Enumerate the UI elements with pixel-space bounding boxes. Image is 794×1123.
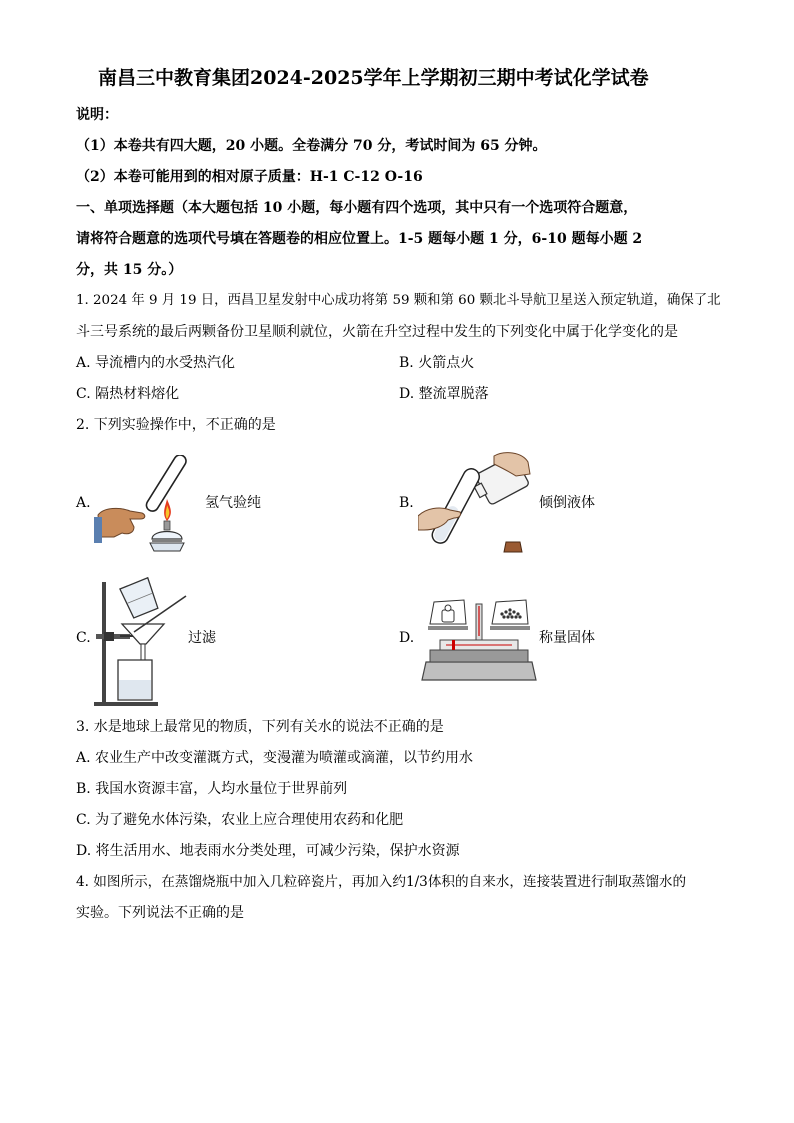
question-4-stem-line-1: 4. 如图所示，在蒸馏烧瓶中加入几粒碎瓷片，再加入约1/3体积的自来水，连接装置进行制取蒸馏水的 [76, 874, 687, 890]
section-heading-line-3: 分，共 15 分。） [76, 262, 183, 278]
question-1-option-c: C. 隔热材料熔化 [76, 386, 180, 402]
hydrogen-purity-test-illustration [94, 455, 198, 555]
question-1-option-b: B. 火箭点火 [399, 355, 475, 371]
question-3-option-b: B. 我国水资源丰富，人均水量位于世界前列 [76, 781, 348, 797]
section-heading-line-2: 请将符合题意的选项代号填在答题卷的相应位置上。1-5 题每小题 1 分，6-10 题每小题 2 [76, 231, 643, 247]
question-2-option-b-label: 倾倒液体 [539, 495, 595, 511]
filtration-illustration [90, 576, 190, 706]
question-2-stem: 2. 下列实验操作中，不正确的是 [76, 417, 276, 433]
question-2-option-b-letter: B. [399, 495, 414, 511]
question-2-option-d-label: 称量固体 [539, 630, 595, 646]
question-4-stem-line-2: 实验。下列说法不正确的是 [76, 905, 244, 921]
question-1-stem-line-1: 1. 2024 年 9 月 19 日，西昌卫星发射中心成功将第 59 颗和第 60 颗北斗导航卫星送入预定轨道，确保了北 [76, 293, 721, 308]
question-1-option-d: D. 整流罩脱落 [399, 386, 489, 402]
notes-line-1: （1）本卷共有四大题，20 小题。全卷满分 70 分，考试时间为 65 分钟。 [76, 138, 547, 154]
page-title: 南昌三中教育集团2024-2025学年上学期初三期中考试化学试卷 [98, 67, 649, 89]
question-2-option-a-label: 氢气验纯 [205, 495, 261, 511]
question-3-stem: 3. 水是地球上最常见的物质，下列有关水的说法不正确的是 [76, 719, 444, 735]
question-2-option-c-label: 过滤 [188, 630, 216, 646]
question-2-option-a-letter: A. [76, 495, 91, 511]
question-1-stem-line-2: 斗三号系统的最后两颗备份卫星顺利就位，火箭在升空过程中发生的下列变化中属于化学变化的是 [76, 324, 678, 340]
question-3-option-a: A. 农业生产中改变灌溉方式，变漫灌为喷灌或滴灌，以节约用水 [76, 750, 474, 766]
weighing-solid-illustration [420, 590, 538, 686]
question-3-option-d: D. 将生活用水、地表雨水分类处理，可减少污染，保护水资源 [76, 843, 460, 859]
question-2-option-c-letter: C. [76, 630, 91, 646]
pouring-liquid-illustration [418, 446, 538, 558]
section-heading-line-1: 一、单项选择题（本大题包括 10 小题，每小题有四个选项，其中只有一个选项符合题意， [76, 200, 638, 216]
question-3-option-c: C. 为了避免水体污染，农业上应合理使用农药和化肥 [76, 812, 404, 828]
notes-line-2: （2）本卷可能用到的相对原子质量：H-1 C-12 O-16 [76, 169, 423, 185]
question-1-option-a: A. 导流槽内的水受热汽化 [76, 355, 236, 371]
question-2-option-d-letter: D. [399, 630, 415, 646]
notes-heading: 说明： [76, 107, 118, 123]
